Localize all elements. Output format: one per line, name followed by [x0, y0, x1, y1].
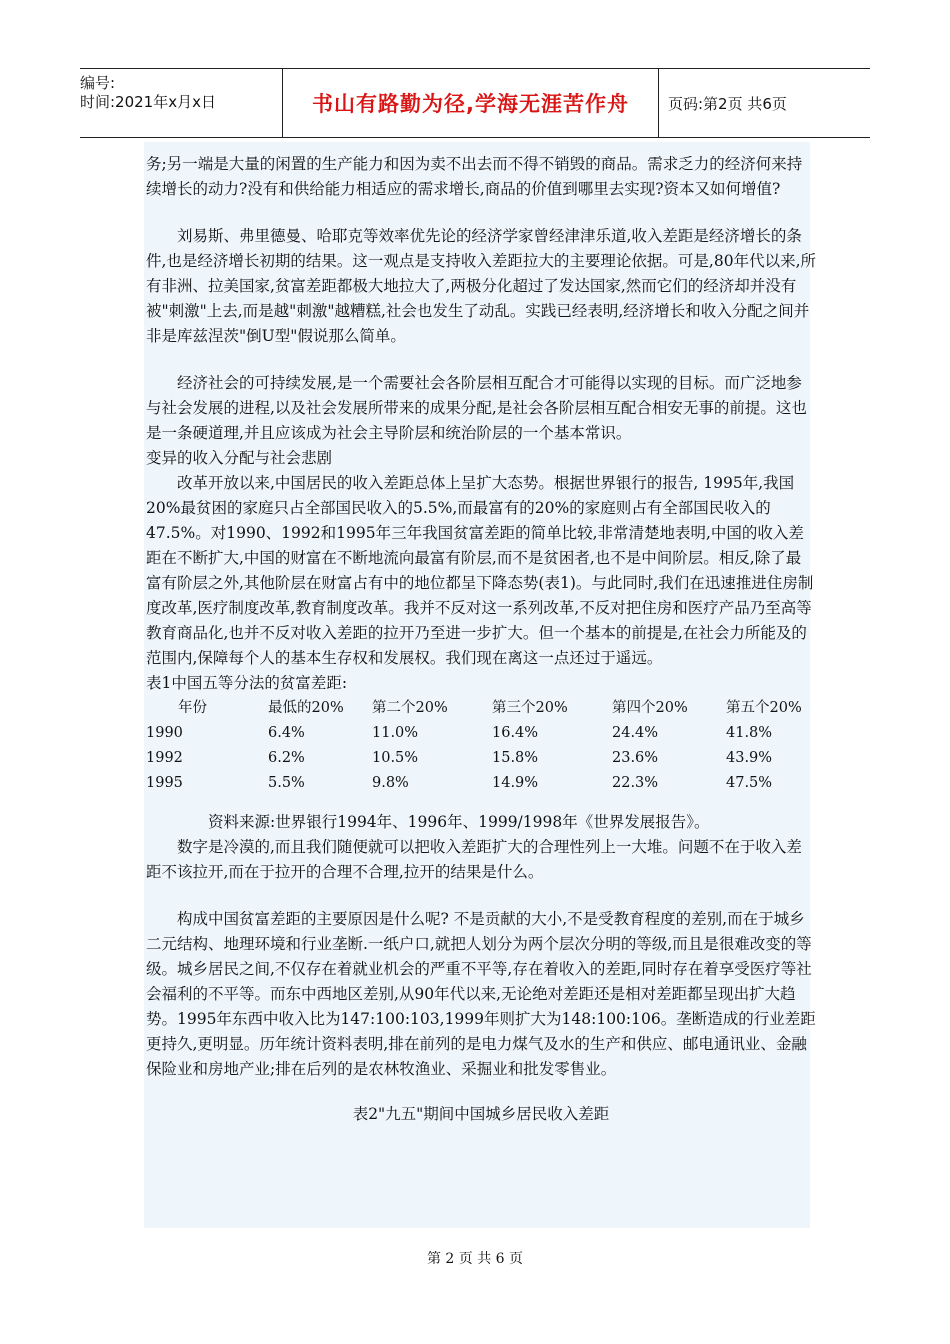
- page-footer: 第 2 页 共 6 页: [426, 1251, 524, 1267]
- table-header-cell: 第二个20%: [372, 700, 448, 716]
- document-body: [146, 152, 816, 1127]
- table-cell: 5.5%: [268, 775, 305, 791]
- table-header-cell: 最低的20%: [268, 700, 344, 716]
- table-cell: 1990: [146, 725, 183, 741]
- table-header-cell: 第五个20%: [726, 700, 802, 716]
- table-cell: 43.9%: [726, 750, 773, 766]
- table-cell: 6.4%: [268, 725, 305, 741]
- table-cell: 41.8%: [726, 725, 773, 741]
- header-page-info: 页码:第2页 共6页: [668, 94, 787, 113]
- header-meta: [80, 69, 280, 142]
- paragraph-continuation: 务;另一端是大量的闲置的生产能力和因为卖不出去而不得不销毁的商品。需求乏力的经济何来持续增长的动力?没有和供给能力相适应的需求增长,商品的价值到哪里去实现?资本又如何增值?: [146, 155, 803, 198]
- table-cell: 47.5%: [726, 775, 773, 791]
- table-header-row: [146, 696, 802, 721]
- wealth-gap-table: [146, 696, 802, 796]
- table-cell: 23.6%: [612, 750, 659, 766]
- table-cell: 15.8%: [492, 750, 539, 766]
- table-cell: 11.0%: [372, 725, 419, 741]
- paragraph-theory: 刘易斯、弗里德曼、哈耶克等效率优先论的经济学家曾经津津乐道,收入差距是经济增长的条件,也是经济增长初期的结果。这一观点是支持收入差距拉大的主要理论依据。可是,80年代以来,所有非洲、拉美国家,贫富差距都极大地拉大了,两极分化超过了发达国家,然而它们的经济却并没有被"刺激"上去,而是越"刺激"越糟糕,社会也发生了动乱。实践已经表明,经济增长和收入分配之间并非是库兹涅茨"倒U型"假说那么简单。: [146, 227, 817, 345]
- table-cell: 6.2%: [268, 750, 305, 766]
- table-cell: 14.9%: [492, 775, 539, 791]
- document-number-label: 编号:: [80, 74, 116, 92]
- table-row: [146, 771, 802, 796]
- data-source-note: 资料来源:世界银行1994年、1996年、1999/1998年《世界发展报告》。: [208, 813, 710, 831]
- table-row: [146, 721, 802, 746]
- table-cell: 10.5%: [372, 750, 419, 766]
- table-cell: 1992: [146, 750, 183, 766]
- paragraph-sustainable: 经济社会的可持续发展,是一个需要社会各阶层相互配合才可能得以实现的目标。而广泛地参与社会发展的进程,以及社会发展所带来的成果分配,是社会各阶层相互配合相安无事的前提。这也是一条硬道理,并且应该成为社会主导阶层和统治阶层的一个基本常识。: [146, 374, 807, 442]
- paragraph-causes: 构成中国贫富差距的主要原因是什么呢? 不是贡献的大小,不是受教育程度的差别,而在于城乡二元结构、地理环境和行业垄断.一纸户口,就把人划分为两个层次分明的等级,而且是很难改变的等级。城乡居民之间,不仅存在着就业机会的严重不平等,存在着收入的差距,同时存在着享受医疗等社会福利的不平等。而东中西地区差别,从90年代以来,无论绝对差距还是相对差距都呈现出扩大趋势。1995年东西中收入比为147:100:103,1999年则扩大为148:100:106。垄断造成的行业差距更持久,更明显。历年统计资料表明,排在前列的是电力煤气及水的生产和供应、邮电通讯业、金融保险业和房地产业;排在后列的是农林牧渔业、采掘业和批发零售业。: [146, 910, 816, 1078]
- page-header: [80, 68, 870, 138]
- paragraph-reform: 改革开放以来,中国居民的收入差距总体上呈扩大态势。根据世界银行的报告, 1995年,我国20%最贫困的家庭只占全部国民收入的5.5%,而最富有的20%的家庭则占有全部国民收入的47.5%。对1990、1992和1995年三年我国贫富差距的简单比较,非常清楚地表明,中国的收入差距在不断扩大,中国的财富在不断地流向最富有阶层,而不是贫困者,也不是中间阶层。相反,除了最富有阶层之外,其他阶层在财富占有中的地位都呈下降态势(表1)。与此同时,我们在迅速推进住房制度改革,医疗制度改革,教育制度改革。我并不反对这一系列改革,不反对把住房和医疗产品乃至高等教育商品化,也并不反对收入差距的拉开乃至进一步扩大。但一个基本的前提是,在社会力所能及的范围内,保障每个人的基本生存权和发展权。我们现在离这一点还过于遥远。: [146, 474, 814, 667]
- table2-caption: 表2"九五"期间中国城乡居民收入差距: [352, 1105, 610, 1123]
- table-cell: 24.4%: [612, 725, 659, 741]
- table-row: [146, 746, 802, 771]
- document-date-label: 时间:2021年x月x日: [80, 93, 216, 111]
- table-cell: 9.8%: [372, 775, 409, 791]
- table-header-cell: 第四个20%: [612, 700, 688, 716]
- header-motto-cell: [282, 69, 659, 137]
- header-motto: 书山有路勤为径,学海无涯苦作舟: [312, 92, 629, 116]
- table-cell: 16.4%: [492, 725, 539, 741]
- paragraph-numbers: 数字是冷漠的,而且我们随便就可以把收入差距扩大的合理性列上一大堆。问题不在于收入差距不该拉开,而在于拉开的合理不合理,拉开的结果是什么。: [146, 838, 802, 881]
- table-header-cell: 第三个20%: [492, 700, 568, 716]
- table-cell: 22.3%: [612, 775, 659, 791]
- section-heading: 变异的收入分配与社会悲剧: [146, 449, 333, 467]
- table1-caption: 表1中国五等分法的贫富差距:: [146, 674, 348, 692]
- table-cell: 1995: [146, 775, 183, 791]
- table-header-cell: 年份: [178, 700, 207, 716]
